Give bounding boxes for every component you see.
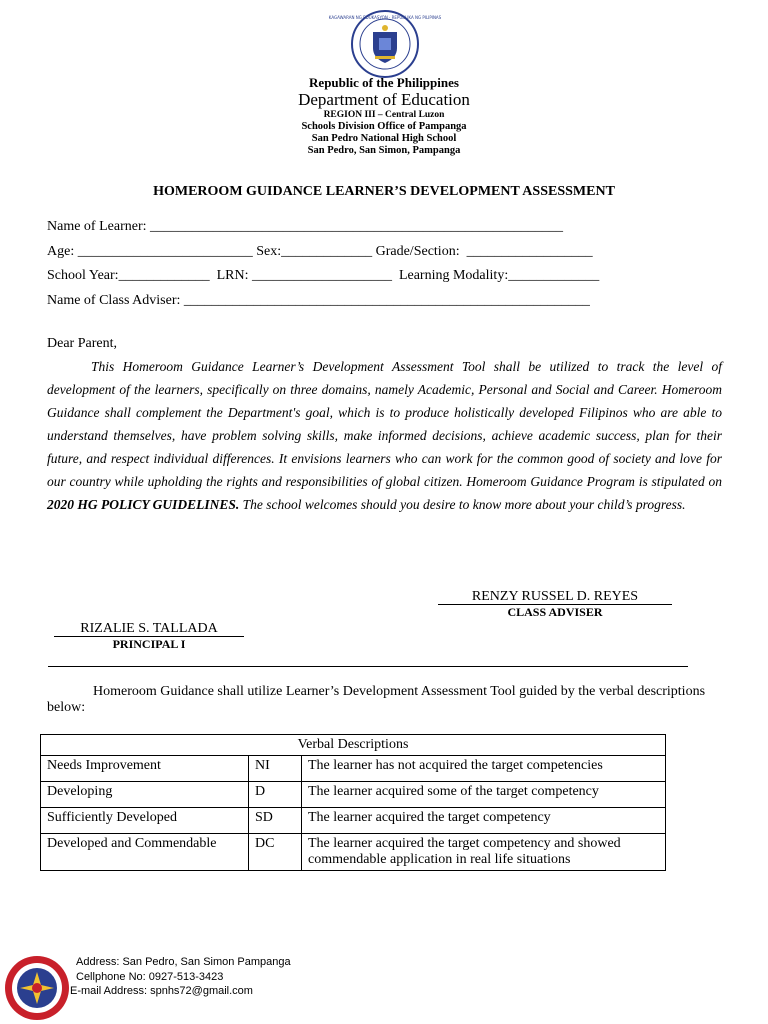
- seal-text: KAGAWARAN NG EDUKASYON · REPUBLIKA NG PILIPINAS: [328, 15, 442, 20]
- adviser-name: RENZY RUSSEL D. REYES: [438, 589, 672, 605]
- header-department: Department of Education: [298, 90, 470, 109]
- table-header-row: [41, 735, 666, 756]
- table-header: Verbal Descriptions: [41, 735, 666, 756]
- sy-lrn-modality-row: [47, 268, 599, 284]
- adviser-row: [47, 293, 590, 309]
- code-cell: NI: [249, 756, 302, 782]
- principal-name: RIZALIE S. TALLADA: [54, 621, 244, 637]
- table-row: [41, 756, 666, 782]
- form-title: HOMEROOM GUIDANCE LEARNER’S DEVELOPMENT ASSESSMENT: [153, 184, 615, 199]
- learner-name-label: Name of Learner:: [47, 219, 147, 234]
- grade-label: Grade/Section:: [375, 244, 460, 259]
- level-cell: Developed and Commendable: [41, 834, 249, 871]
- adviser-blank[interactable]: __________________________________________________________: [183, 293, 590, 308]
- age-label: Age:: [47, 244, 75, 259]
- sex-label: Sex:: [256, 244, 282, 259]
- code-cell: D: [249, 782, 302, 808]
- learner-name-blank[interactable]: ___________________________________________________________: [150, 219, 563, 234]
- principal-title: PRINCIPAL I: [112, 637, 186, 651]
- footer-email[interactable]: E-mail Address: spnhs72@gmail.com: [70, 985, 253, 997]
- modality-label: Learning Modality:: [398, 268, 509, 283]
- letter-body: [47, 355, 722, 516]
- age-blank[interactable]: _________________________: [77, 244, 253, 259]
- code-cell: SD: [249, 808, 302, 834]
- salutation: Dear Parent,: [47, 336, 117, 351]
- description-cell: The learner acquired some of the target competency: [302, 782, 666, 808]
- header-division: Schools Division Office of Pampanga: [301, 121, 467, 132]
- footer-contact: [70, 955, 291, 999]
- table-row: [41, 808, 666, 834]
- learner-name-row: [47, 219, 563, 235]
- section-divider: [48, 666, 688, 667]
- deped-seal-logo: [328, 10, 442, 78]
- header-region: REGION III – Central Luzon: [323, 110, 445, 120]
- header-location: San Pedro, San Simon, Pampanga: [307, 145, 461, 156]
- footer-address: Address: San Pedro, San Simon Pampanga: [76, 956, 291, 968]
- modality-blank[interactable]: _____________: [508, 268, 600, 283]
- sex-blank[interactable]: _____________: [281, 244, 373, 259]
- age-sex-grade-row: [47, 244, 593, 260]
- description-cell: The learner has not acquired the target competencies: [302, 756, 666, 782]
- intro-text: Homeroom Guidance shall utilize Learner’s Development Assessment Tool guided by the verbal descriptions below:: [47, 684, 706, 715]
- level-cell: Developing: [41, 782, 249, 808]
- verbal-descriptions-table: [40, 734, 666, 871]
- header-school: San Pedro National High School: [311, 133, 457, 144]
- adviser-title: CLASS ADVISER: [507, 605, 603, 619]
- letter-body-part2: The school welcomes should you desire to know more about your child’s progress.: [242, 497, 686, 512]
- level-cell: Needs Improvement: [41, 756, 249, 782]
- lrn-blank[interactable]: ____________________: [251, 268, 392, 283]
- code-cell: DC: [249, 834, 302, 871]
- level-cell: Sufficiently Developed: [41, 808, 249, 834]
- adviser-label: Name of Class Adviser:: [47, 293, 181, 308]
- description-cell: The learner acquired the target competency and showed commendable application in real life situations: [302, 834, 666, 871]
- school-year-blank[interactable]: _____________: [118, 268, 210, 283]
- letter-body-part1: This Homeroom Guidance Learner’s Development Assessment Tool shall be utilized to track the level of development of the learners, specifically on three domains, namely Academic, Personal and Social and Career. Homeroom Guidance shall complement the Department's goal, which is to produce holistically developed Filipinos who are able to understand themselves, have problem solving skills, make informed decisions, achieve academic success, plan for their future, and respect individual differences. It envisions learners who can work for the common good of society and love for our country while upholding the rights and responsibilities of global citizen. Homeroom Guidance Program is stipulated on: [47, 359, 722, 489]
- school-seal-logo: [4, 955, 70, 1021]
- header-country: Republic of the Philippines: [309, 75, 459, 90]
- footer-cellphone: Cellphone No: 0927-513-3423: [76, 970, 224, 983]
- lrn-label: LRN:: [216, 268, 249, 283]
- school-year-label: School Year:: [47, 268, 119, 283]
- grade-blank[interactable]: __________________: [466, 244, 593, 259]
- table-row: [41, 782, 666, 808]
- letter-body-bold: 2020 HG POLICY GUIDELINES.: [47, 497, 240, 512]
- table-row: [41, 834, 666, 871]
- description-cell: The learner acquired the target competency: [302, 808, 666, 834]
